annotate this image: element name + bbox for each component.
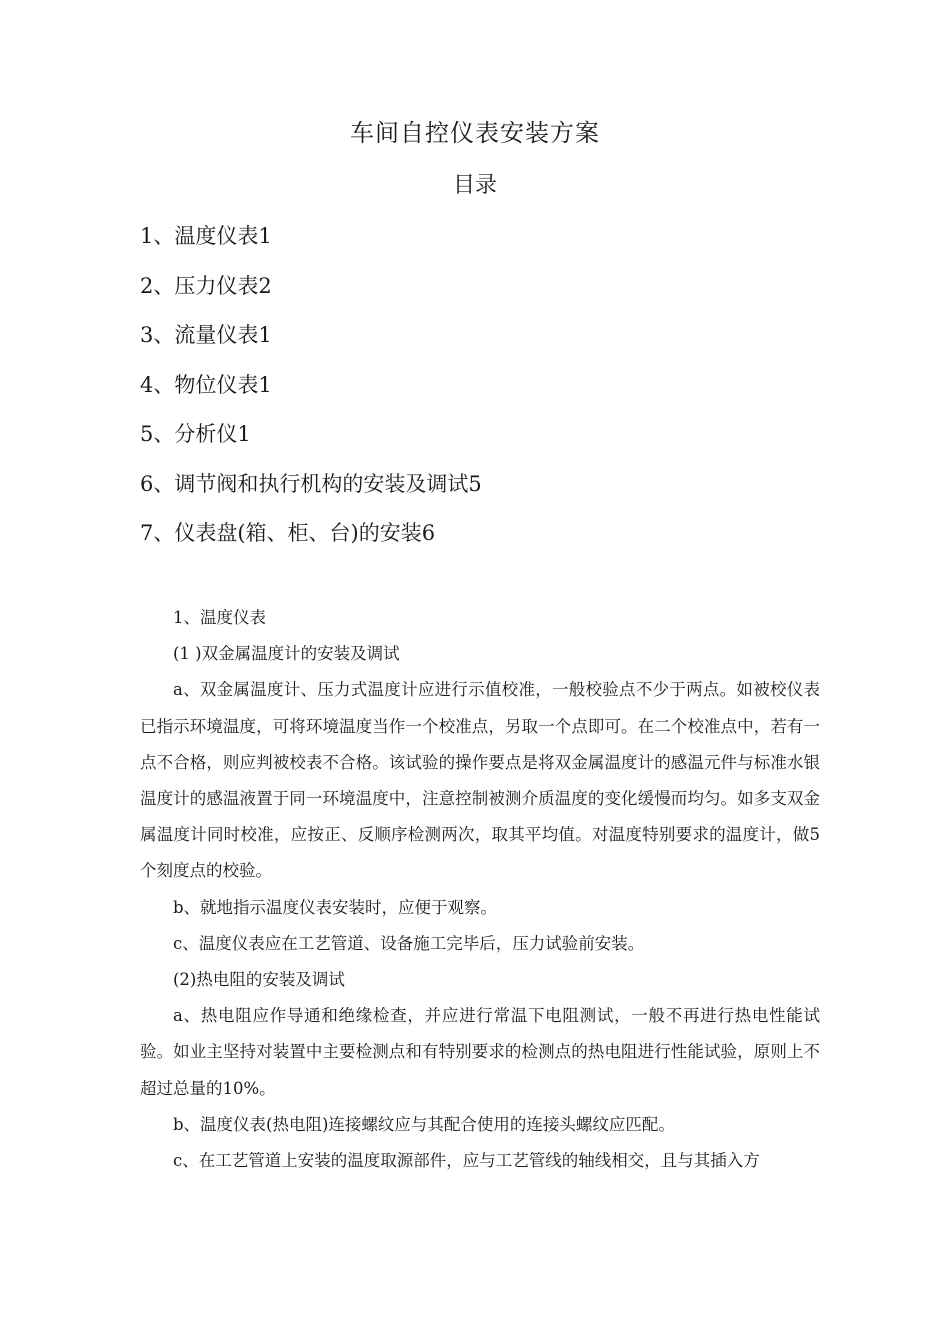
toc-item: 3、流量仪表1 (140, 323, 272, 347)
table-of-contents (140, 219, 840, 566)
toc-item: 1、温度仪表1 (140, 224, 272, 248)
toc-item: 5、分析仪1 (140, 422, 251, 446)
toc-item: 2、压力仪表2 (140, 273, 272, 298)
paragraph: c、温度仪表应在工艺管道、设备施工完毕后，压力试验前安装。 (173, 933, 645, 953)
toc-item: 4、物位仪表1 (140, 372, 272, 397)
section-heading: 1、温度仪表 (173, 608, 266, 627)
paragraph: b、就地指示温度仪表安装时，应便于观察。 (173, 897, 498, 917)
paragraph: a、双金属温度计、压力式温度计应进行示值校准，一般校验点不少于两点。如被校仪表已指示环境温度，可将环境温度当作一个校准点，另取一个点即可。在二个校准点中，若有一点不合格，则应判被校表不合格。该试验的操作要点是将双金属温度计的感温元件与标准水银温度计的感温液置于同一环境温度中，注意控制被测介质温度的变化缓慢而均匀。如多支双金属温度计同时校准，应按正、反顺序检测两次，取其平均值。对温度特别要求的温度计，做5个刻度点的校验。 (140, 680, 820, 881)
subsection-heading: (2)热电阻的安装及调试 (173, 970, 345, 990)
subsection-heading: (1 )双金属温度计的安装及调试 (173, 644, 400, 664)
toc-item: 6、调节阀和执行机构的安装及调试5 (140, 471, 482, 496)
paragraph: a、热电阻应作导通和绝缘检查，并应进行常温下电阻测试，一般不再进行热电性能试验。如业主坚持对装置中主要检测点和有特别要求的检测点的热电阻进行性能试验，原则上不超过总量的10%。 (140, 1006, 820, 1098)
paragraph: b、温度仪表(热电阻)连接螺纹应与其配合使用的连接头螺纹应匹配。 (173, 1114, 675, 1134)
toc-item: 7、仪表盘(箱、柜、台)的安装6 (140, 521, 436, 545)
document-title: 车间自控仪表安装方案 (350, 119, 600, 147)
paragraph: c、在工艺管道上安装的温度取源部件，应与工艺管线的轴线相交，且与其插入方 (173, 1151, 760, 1171)
body-text (140, 600, 820, 1179)
toc-heading: 目录 (452, 173, 497, 198)
